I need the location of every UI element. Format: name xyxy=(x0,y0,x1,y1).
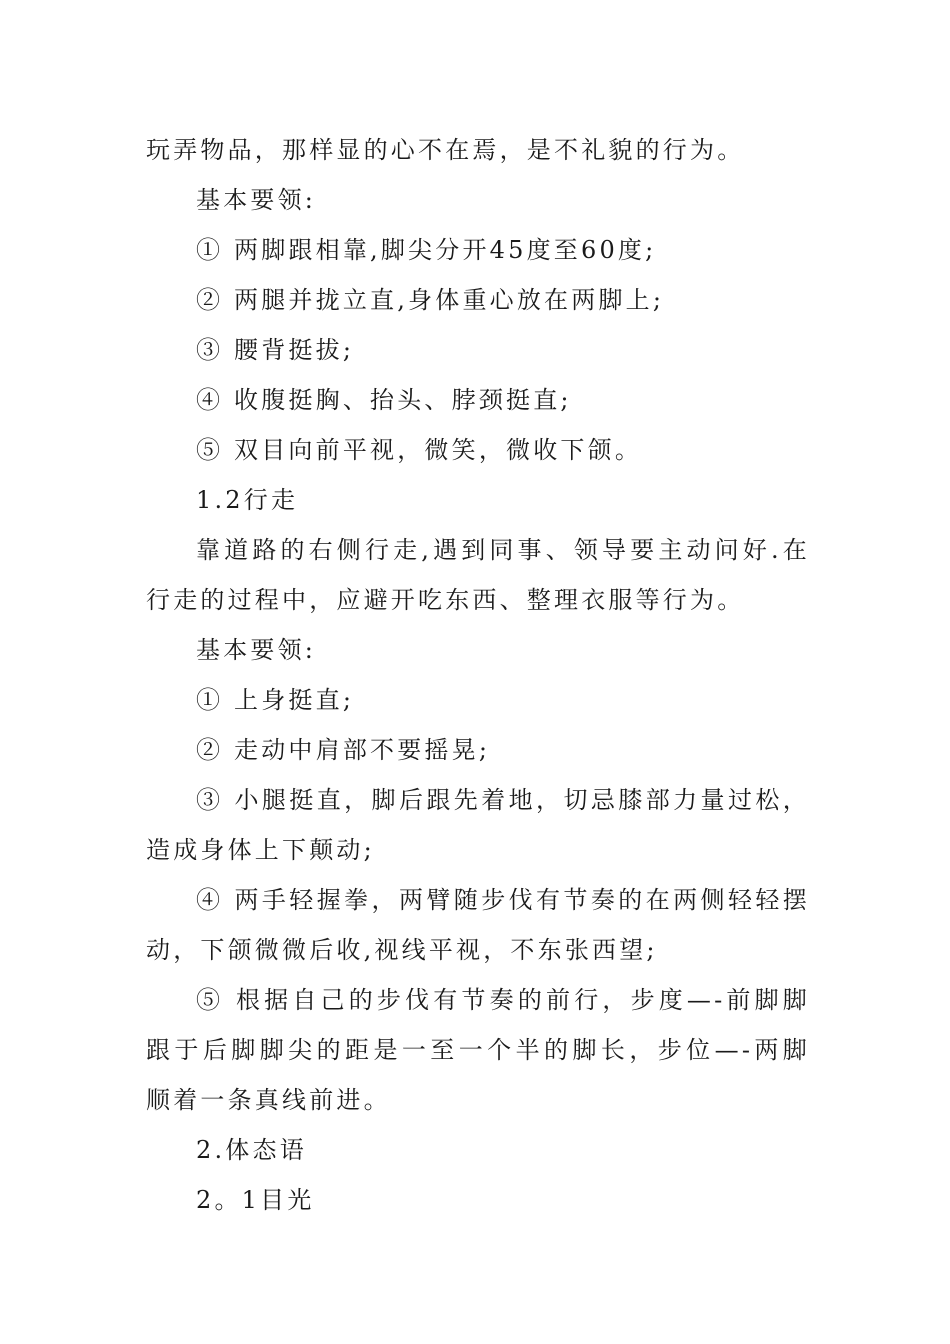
list-item-standing-3: ③ 腰背挺拔; xyxy=(196,336,355,364)
section-heading-walking: 1.2行走 xyxy=(196,486,299,514)
paragraph-1: 玩弄物品，那样显的心不在焉，是不礼貌的行为。 xyxy=(146,136,745,164)
list-item-standing-2: ② 两腿并拢立直,身体重心放在两脚上; xyxy=(196,286,665,314)
list-item-walking-4: ④ 两手轻握拳，两臂随步伐有节奏的在两侧轻轻摆动，下颌微微后收,视线平视，不东张西望; xyxy=(146,886,810,964)
list-item-standing-1: ① 两脚跟相靠,脚尖分开45度至60度; xyxy=(196,236,657,264)
list-item-standing-4: ④ 收腹挺胸、抬头、脖颈挺直; xyxy=(196,386,572,414)
paragraph-basic-points-1: 基本要领: xyxy=(196,186,317,214)
paragraph-basic-points-2: 基本要领: xyxy=(196,636,317,664)
section-heading-body-language: 2.体态语 xyxy=(196,1136,307,1164)
section-heading-eye-contact: 2。1目光 xyxy=(196,1186,315,1214)
list-item-walking-2: ② 走动中肩部不要摇晃; xyxy=(196,736,491,764)
list-item-walking-5: ⑤ 根据自己的步伐有节奏的前行，步度—-前脚脚跟于后脚脚尖的距是一至一个半的脚长，步位—-两脚顺着一条真线前进。 xyxy=(146,986,810,1114)
list-item-standing-5: ⑤ 双目向前平视，微笑，微收下颌。 xyxy=(196,436,643,464)
list-item-walking-3: ③ 小腿挺直，脚后跟先着地，切忌膝部力量过松，造成身体上下颠动; xyxy=(146,786,810,864)
list-item-walking-1: ① 上身挺直; xyxy=(196,686,355,714)
paragraph-walking: 靠道路的右侧行走,遇到同事、领导要主动问好.在行走的过程中，应避开吃东西、整理衣服等行为。 xyxy=(146,536,810,614)
